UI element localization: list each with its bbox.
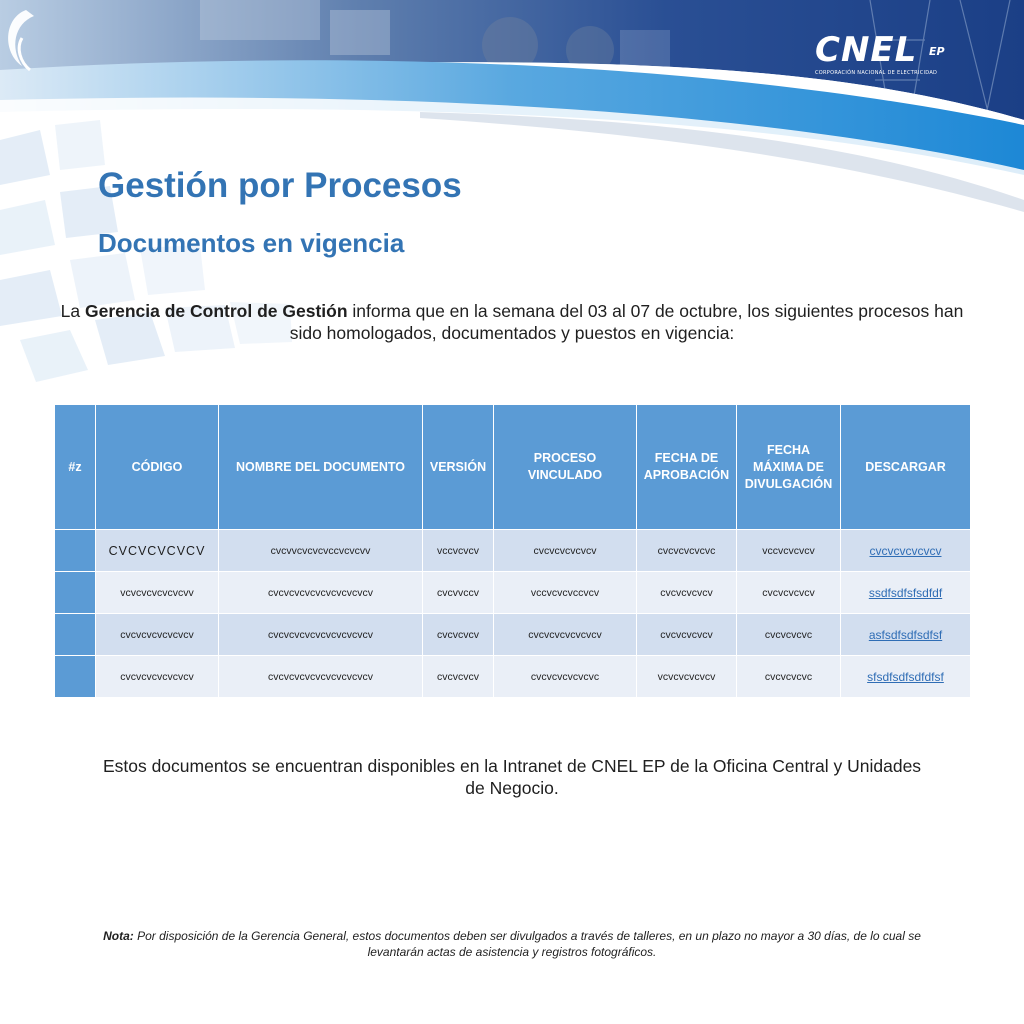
table-row xyxy=(55,530,971,572)
cell-num xyxy=(55,656,96,698)
header-version: VERSIÓN xyxy=(423,405,494,530)
cell-version: cvcvvccv xyxy=(423,572,494,614)
cell-codigo: CVCVCVCVCV xyxy=(96,530,219,572)
cell-version: cvcvcvcv xyxy=(423,614,494,656)
cell-proceso: cvcvcvcvcvcvc xyxy=(494,656,637,698)
table-row xyxy=(55,656,971,698)
cell-fecha-aprobacion: cvcvcvcvcv xyxy=(637,614,737,656)
download-link[interactable]: sfsdfsdfsdfdfsf xyxy=(867,669,944,684)
header-fecha-maxima: FECHA MÁXIMA DE DIVULGACIÓN xyxy=(737,405,841,530)
cell-fecha-maxima: cvcvcvcvcv xyxy=(737,572,841,614)
cell-num xyxy=(55,614,96,656)
cell-fecha-aprobacion: cvcvcvcvcvc xyxy=(637,530,737,572)
cell-proceso: vccvcvcvccvcv xyxy=(494,572,637,614)
availability-paragraph: Estos documentos se encuentran disponibles en la Intranet de CNEL EP de la Oficina Central y Unidades de Negocio. xyxy=(102,756,922,798)
cell-nombre: cvcvvcvcvcvccvcvcvv xyxy=(219,530,423,572)
download-link[interactable]: ssdfsdfsfsdfdf xyxy=(868,585,943,600)
cell-nombre: cvcvcvcvcvcvcvcvcvcv xyxy=(219,572,423,614)
cell-nombre: cvcvcvcvcvcvcvcvcvcv xyxy=(219,614,423,656)
page-title: Gestión por Procesos xyxy=(98,166,462,205)
header-fecha-aprobacion: FECHA DE APROBACIÓN xyxy=(637,405,737,530)
cell-version: cvcvcvcv xyxy=(423,656,494,698)
intro-paragraph xyxy=(60,300,964,344)
logo-suffix: EP xyxy=(929,45,945,58)
note-label: Nota: xyxy=(103,929,134,943)
table-row xyxy=(55,572,971,614)
cell-version: vccvcvcv xyxy=(423,530,494,572)
download-link[interactable]: cvcvcvcvcvcv xyxy=(869,543,942,558)
cell-fecha-maxima: cvcvcvcvc xyxy=(737,656,841,698)
intro-prefix: La xyxy=(60,301,85,321)
cell-num xyxy=(55,530,96,572)
cnel-logo-icon xyxy=(0,0,200,80)
intro-text: informa que en la semana del 03 al 07 de octubre, los siguientes procesos han sido homologados, documentados y puestos en vigencia: xyxy=(289,301,964,343)
cell-num xyxy=(55,572,96,614)
cell-fecha-aprobacion: vcvcvcvcvcv xyxy=(637,656,737,698)
intro-organization: Gerencia de Control de Gestión xyxy=(84,301,348,321)
header-descargar: DESCARGAR xyxy=(841,405,971,530)
cell-codigo: cvcvcvcvcvcvcv xyxy=(96,656,219,698)
cell-descargar xyxy=(841,614,971,656)
cell-nombre: cvcvcvcvcvcvcvcvcvcv xyxy=(219,656,423,698)
logo-text: CNEL xyxy=(815,30,918,70)
cell-codigo: cvcvcvcvcvcvcv xyxy=(96,614,219,656)
header-nombre: NOMBRE DEL DOCUMENTO xyxy=(219,405,423,530)
cell-descargar xyxy=(841,572,971,614)
note-text: Por disposición de la Gerencia General, estos documentos deben ser divulgados a través de talleres, en un plazo no mayor a 30 días, de lo cual se levantarán actas de asistencia y registros fotográficos. xyxy=(133,929,921,959)
cell-fecha-maxima: cvcvcvcvc xyxy=(737,614,841,656)
header-codigo: CÓDIGO xyxy=(96,405,219,530)
cell-proceso: cvcvcvcvcvcv xyxy=(494,530,637,572)
cell-proceso: cvcvcvcvcvcvcv xyxy=(494,614,637,656)
cell-codigo: vcvcvcvcvcvcvv xyxy=(96,572,219,614)
download-link[interactable]: asfsdfsdfsdfsf xyxy=(868,627,943,642)
cell-descargar xyxy=(841,656,971,698)
note-paragraph xyxy=(100,928,924,960)
header-num: #z xyxy=(55,405,96,530)
logo-subtitle: CORPORACIÓN NACIONAL DE ELECTRICIDAD xyxy=(815,70,938,76)
documents-table xyxy=(54,404,971,698)
background-decoration xyxy=(0,120,320,410)
table-row xyxy=(55,614,971,656)
cell-fecha-aprobacion: cvcvcvcvcv xyxy=(637,572,737,614)
cell-descargar xyxy=(841,530,971,572)
cell-fecha-maxima: vccvcvcvcv xyxy=(737,530,841,572)
header-proceso: PROCESO VINCULADO xyxy=(494,405,637,530)
table-header-row xyxy=(55,405,971,530)
page-subtitle: Documentos en vigencia xyxy=(98,228,405,258)
